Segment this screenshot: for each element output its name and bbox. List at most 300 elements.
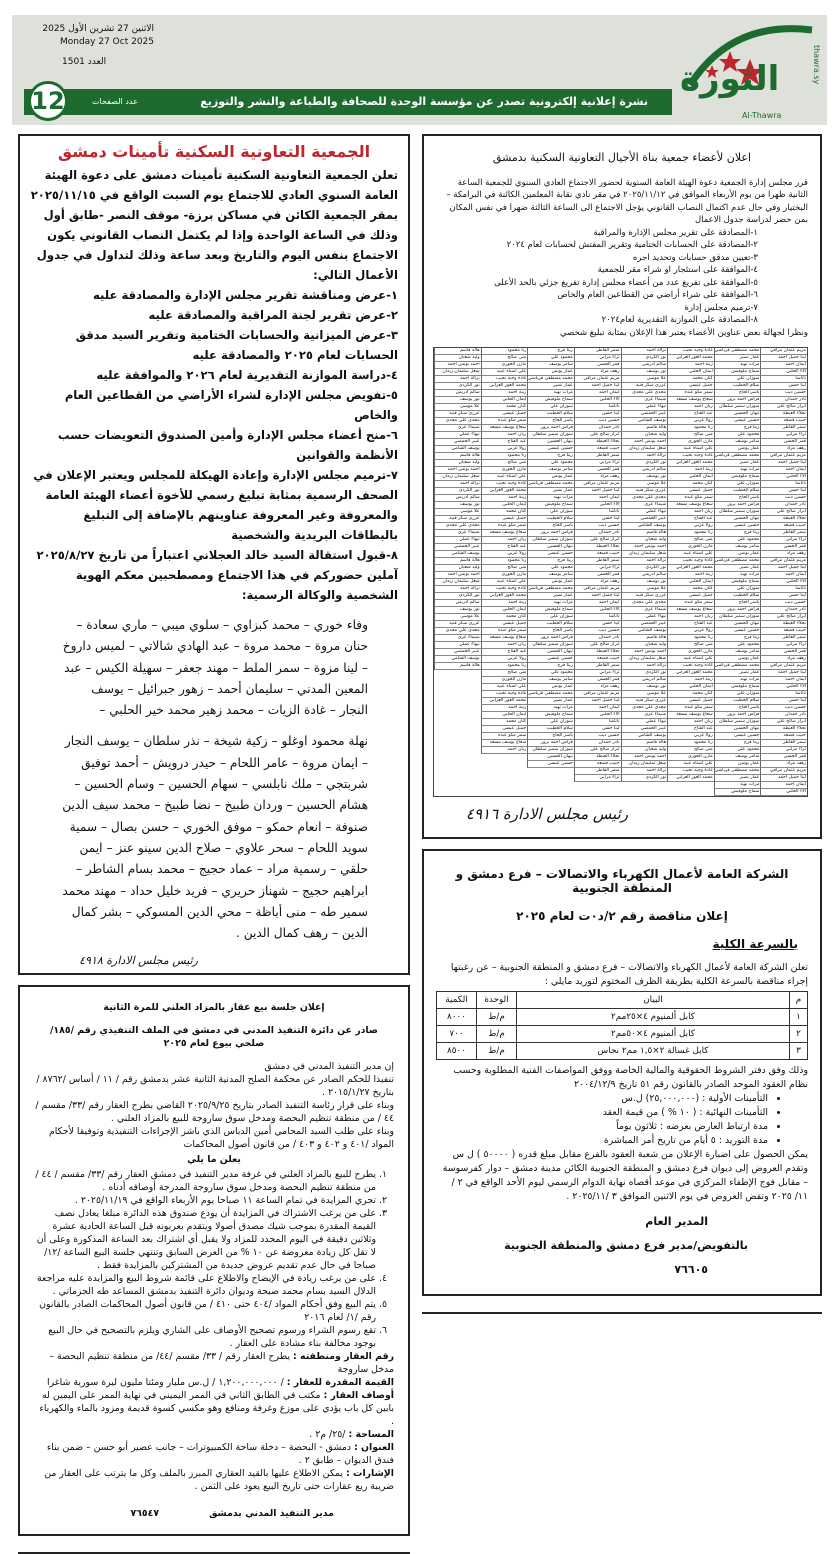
member-name-cell: مريم عثمان مراقي [574, 586, 621, 593]
member-name-cell: نور يوسف [621, 579, 668, 586]
member-name-cell: منى صالح [667, 642, 714, 649]
member-name-cell: ناتاشا [760, 376, 807, 383]
member-name-cell: ثراء مرابي [574, 565, 621, 572]
member-name-cell: رنا محمود [667, 740, 714, 747]
member-name-cell: نبهان الحسين [527, 754, 574, 761]
member-name-cell: سمر القاطر [760, 530, 807, 537]
member-name-cell: منى صالح [667, 537, 714, 544]
signature: رئيس مجلس الادارة ٤٩١٨ [79, 954, 198, 968]
member-name-cell: لينا حسن [574, 516, 621, 523]
member-name-cell: جميل عيسى [667, 488, 714, 495]
member-name-cell: سعاع يوسف مسعد [667, 712, 714, 719]
member-name-cell: سوزان علي [527, 509, 574, 516]
col-header: الوحدة [477, 992, 517, 1009]
empty-cell [434, 754, 481, 761]
ad-title: إعلان جلسة بيع عقار بالمزاد العلني للمرة الثانية [103, 1002, 325, 1014]
member-name-cell: نور يوسف [621, 369, 668, 376]
member-name-cell: محمد الغور العرابي [667, 355, 714, 362]
member-name-cell: زينة أحمد [481, 495, 528, 502]
member-name-cell: عمار نصير [714, 565, 761, 572]
member-name-cell: عزري سكر فنيه [621, 383, 668, 390]
member-name-cell: نزالة احمد [621, 768, 668, 775]
member-name-cell: نادر حمدان [574, 635, 621, 642]
member-name-cell: محمد مصطفى قرباشي [714, 768, 760, 773]
member-name-cell: لينا جميل أحمد [574, 383, 621, 390]
member-name-cell: فراس أحمد برور [527, 530, 574, 537]
member-name-cell: ناتاشا [760, 586, 807, 593]
member-name-cell: نادر حمدان [760, 607, 807, 614]
member-name-cell: سماح ملوفيش [714, 579, 761, 586]
member-name-cell: مازن الخوري [481, 467, 528, 474]
member-name-cell: سعاع يوسف مسعد [481, 740, 528, 747]
member-name-cell: علا موسى [434, 614, 481, 621]
member-name-cell: سوزان علي [527, 614, 574, 621]
ad-banat-al-ajyal [422, 134, 822, 839]
member-name-cell: سامر يوسف [527, 467, 574, 474]
member-name-cell: آلاء الحلبي [760, 684, 807, 691]
member-name-cell: نجلاء العيطة [574, 754, 621, 761]
tagline-bar [24, 89, 672, 115]
member-name-cell: حبيب قصعه [760, 733, 807, 740]
member-name-cell: قمر الحسن [574, 362, 621, 369]
member-name-cell: مجدي علي مجدي [434, 628, 481, 635]
empty-cell [434, 761, 481, 768]
member-name-cell: ناتاشا [574, 614, 621, 621]
empty-cell [481, 761, 528, 768]
member-name-cell: مازن الخوري [481, 677, 528, 684]
member-name-cell: عمار يونس [527, 579, 574, 586]
member-name-cell: فراس أحمد برور [527, 425, 574, 432]
member-name-cell: نور الكردي [434, 488, 481, 495]
member-name-cell: ثراء مرابي [760, 432, 807, 439]
member-name-cell: عمار يونس [714, 656, 761, 663]
empty-cell [434, 670, 481, 677]
empty-cell [481, 789, 528, 796]
member-name-cell: نادر حمدان [574, 530, 621, 537]
table-cell: ٨٥٠٠ [437, 1043, 477, 1060]
member-name-cell: ايمان الحلبي [481, 712, 528, 719]
member-name-cell: عبد الفتاح [481, 439, 528, 446]
member-name-cell: مجدي علي مجدي [434, 418, 481, 425]
member-name-cell: سعاع يوسف مسعد [667, 397, 714, 404]
member-name-cell: غادة وجيه نحيب [481, 586, 528, 593]
member-name-cell: لينا جميل أحمد [574, 593, 621, 600]
supply-table [436, 991, 808, 1060]
member-name-cell: رنا محمود [481, 453, 528, 460]
member-name-cell: نيهاء عملي [621, 614, 668, 621]
member-name-cell: كنان محمد [667, 481, 714, 488]
table-row [437, 1009, 808, 1026]
member-name-cell: عمار يونس [527, 684, 574, 691]
member-name-cell: سلام الخطيب [714, 383, 761, 390]
member-name-cell: وليد شعبان [434, 565, 481, 572]
empty-cell [434, 677, 481, 684]
member-name-cell: نجلاء العيطة [760, 621, 807, 628]
member-name-cell: ريان أحمد [667, 719, 714, 726]
field-label: المساحة : [348, 1429, 394, 1441]
member-name-cell: حسين عيسى [527, 761, 574, 768]
member-name-cell: نور يوسف [434, 502, 481, 509]
member-name-cell: حبيب قصعه [760, 628, 807, 635]
member-name-cell: حسين ديب [574, 733, 621, 740]
member-name-cell: ايمان الحلبي [481, 607, 528, 614]
member-name-cell: محمد مصطفى قرباشي [528, 586, 573, 591]
field-label: القيمة المقدرة للعقار : [286, 1377, 394, 1389]
member-name-cell: مازن الخوري [667, 649, 714, 656]
signer: المدير العام [645, 1215, 708, 1228]
field-value: /٢٥/ م٢ . [309, 1429, 346, 1441]
agenda-item: ٣-تعيين مدقق حسابات وتحديد اجره [632, 252, 758, 263]
member-name-cell: ثراء مرابي [574, 460, 621, 467]
member-name-cell: نزالة احمد [621, 348, 668, 355]
member-name-cell: ايمان الحلبي [667, 369, 714, 376]
member-name-cell: سامر يوسف [527, 677, 574, 684]
member-name-cell: عبير الحمصي [434, 439, 481, 446]
member-name-cell: سمر مكو عبده [667, 600, 714, 607]
ad-auction [18, 985, 410, 1536]
member-name-cell: رهف مراد [760, 761, 807, 768]
member-name-cell: نجلاء العيطة [574, 439, 621, 446]
member-name-cell: نور يوسف [434, 397, 481, 404]
member-name-cell: محمود علي [714, 642, 761, 649]
member-name-cell: ياسر الحاج [714, 600, 761, 607]
member-name-cell: عمار يونس [714, 761, 761, 768]
member-name-cell: نيهاء عملي [434, 642, 481, 649]
member-name-cell: رولا عربي [667, 418, 714, 425]
member-name-cell: ريتا فرج [714, 530, 761, 537]
member-name-cell: أحمد يونس أحمد [434, 572, 481, 579]
member-name-cell: شيماء عزي [621, 502, 668, 509]
member-name-cell: رهف مراد [760, 446, 807, 453]
field-value: يطرح العقار رقم / ٣٣/ مقسم /٤٤/ من منطقة تنظيم البحصة – مدخل ساروجة [49, 1351, 394, 1376]
auction-term: 1. يطرح للبيع بالمزاد العلني في غرفة مدير التنفيذ في دمشق العقار رقم /٣٣/ مقسم / ٤٤ / من منطقة تنظيم البحصة ومدخل سوق ساروجة المدرجة أوصافه أدناه . [34, 1168, 376, 1194]
member-name-cell: ايمان الحلبي [667, 684, 714, 691]
empty-cell [481, 775, 528, 782]
auction-term: 6. تقع رسوم الشراء ورسوم تصحيح الأوصاف على الشاري ويلزم بالتصحيح في حال البيع بوجود مخالفة بناء مشادة على العقار . [34, 1324, 376, 1350]
member-name-cell: أحمد يونس أحمد [621, 544, 668, 551]
member-name-cell: محمد مصطفى قرباشي [528, 691, 573, 696]
member-name-cell: محمد الغور العرابي [481, 593, 528, 600]
agenda-item: ٤-الموافقة على استئجار او شراء مقر للجمعية [597, 265, 758, 275]
member-name-cell: ريان أحمد [481, 642, 528, 649]
member-name-cell: محمود علي [527, 355, 574, 362]
member-name-cell: حسين عيسى [527, 551, 574, 558]
member-name-cell: آلاء الحلبي [574, 397, 621, 404]
member-name-cell: سالم ادريس [621, 362, 668, 369]
member-name-cell: نور يوسف [434, 607, 481, 614]
member-name-cell: علا موسى [621, 376, 668, 383]
agenda-item: ١-عرض ومناقشة تقرير مجلس الإدارة والمصادقة عليه [93, 288, 398, 302]
member-name-cell: سوزان سمير سلطان [714, 614, 761, 621]
member-name-cell: نجلاء العيطة [574, 544, 621, 551]
member-name-cell: حسين عيسى [714, 628, 761, 635]
member-name-cell: سمر القاطر [574, 663, 621, 670]
paragraph: إن مدير التنفيذ المدني في دمشق [264, 1061, 394, 1073]
field-value: مكتب في الطابق الثاني في الممر اليميني في نهاية الممر على اليمين له بابين كل باب يؤدي على موزع وغرفة ومنافع وهو مكسي كسوة قديمة ومزود بالماء والكهرباء . [39, 1390, 394, 1428]
member-name-cell: ياسر الحاج [527, 628, 574, 635]
member-name-cell: ريتا فرج [714, 635, 761, 642]
member-name-cell: كنان محمد [481, 614, 528, 621]
member-name-cell: يوسف الشامي [434, 551, 481, 558]
member-name-cell: شيماء عزي [621, 397, 668, 404]
member-name-cell: لينا جميل أحمد [574, 698, 621, 705]
member-name-cell: آلاء الحلبي [574, 502, 621, 509]
member-name-cell: سالم ادريس [621, 677, 668, 684]
member-name-cell: سمر القاطر [574, 453, 621, 460]
field-label: العنوان : [354, 1442, 394, 1454]
member-name-cell: نور الكردي [621, 670, 668, 677]
member-name-cell: نبهان الحسين [527, 649, 574, 656]
member-name-cell: رنا محمود [481, 348, 528, 355]
table-cell: م/ط [477, 1009, 517, 1026]
member-name-cell: يوسف الشامي [621, 418, 668, 425]
member-name-cell: لينا جميل أحمد [760, 670, 807, 677]
names-group-1: وفاء خوري – محمد كبزاوي – سلوي ميبي – ماري سعادة – حنان مروة – محمد مروة – عبد الهادي شالاتي – لميس داروخ – لينا مزوة – سمر الملط – مهند جعفر – سهيلة الكيس – عبد المعين المدني – سليمان أحمد – زهور جبرائيل – يوسف النجار – غادة الزيات – محمد زهير محمد خير الحلبي – [62, 618, 368, 718]
member-name-cell: عبير الحمصي [434, 649, 481, 656]
paragraph: وبناء على قرار رئاسة التنفيذ الصادر بتاريخ ٢٠٢٥/٩/٢٥ القاضي بطرح العقار رقم /٣٣/ مقسم / ٤٤ / من منطقة تنظيم البحصة ومدخل سوق ساروجة للبيع بالمزاد العلني . [35, 1100, 394, 1125]
tender-condition: • مدة ارتباط العارض بعرضه : ثلاثون يوماً [436, 1120, 768, 1134]
member-name-cell: نبهان الحسين [714, 411, 761, 418]
member-name-cell: سامر يوسف [714, 649, 761, 656]
member-name-cell: شغل سليمان زيدان [434, 474, 481, 481]
member-name-cell: سمر القاطر [574, 558, 621, 565]
ad-taminat-damascus [18, 134, 410, 975]
member-name-cell: مرات نهيد [714, 467, 761, 474]
member-name-cell: رهف مراد [574, 369, 621, 376]
empty-cell [574, 789, 621, 796]
member-name-cell: سمر القاطر [574, 348, 621, 355]
empty-cell [527, 782, 574, 789]
member-name-cell: مازن الخوري [481, 362, 528, 369]
member-name-cell: رولا عربي [481, 551, 528, 558]
member-name-cell: ثراء مرابي [760, 537, 807, 544]
member-name-cell: ثراء مرابي [574, 355, 621, 362]
member-name-cell: ريتا فرج [527, 558, 574, 565]
member-name-cell: علي أشناه عبيد [481, 684, 528, 691]
member-name-cell: شيماء عزي [621, 712, 668, 719]
member-name-cell: ايمان الحلبي [481, 397, 528, 404]
member-name-cell: ايمان احمد [574, 390, 621, 397]
member-name-cell: عمار يونس [527, 474, 574, 481]
member-name-cell: شيماء عزي [434, 530, 481, 537]
field-label: الإشارات : [346, 1468, 394, 1480]
tagline: نشرة إعلانية إلكترونية تصدر عن مؤسسة الوحدة للصحافة والطباعة والنشر والتوزيع [200, 95, 648, 108]
member-name-cell: جميل عيسى [667, 593, 714, 600]
member-name-cell: محمد الغور العرابي [667, 775, 714, 782]
col-header: الكمية [437, 992, 477, 1009]
member-name-cell: حسين ديب [574, 628, 621, 635]
field-label: رقم العقار ومنطقته : [293, 1351, 394, 1363]
member-name-cell: سماح ملوفيش [714, 684, 761, 691]
member-name-cell: عبير الحمصي [621, 621, 668, 628]
member-name-cell: سمر مكو عبده [481, 418, 528, 425]
member-name-cell: لينا حسن [760, 488, 807, 495]
agenda-item: ٦-منح أعضاء مجلس الإدارة وأمين الصندوق التعويضات حسب الأنظمة والقوانين [57, 428, 398, 462]
issue-number: العدد 1501 [62, 57, 107, 67]
empty-cell [527, 775, 574, 782]
empty-cell [481, 782, 528, 789]
member-name-cell: مجدي علي مجدي [621, 705, 668, 712]
member-name-cell: شيماء عزي [434, 425, 481, 432]
member-name-cell: حبيب قصعه [760, 418, 807, 425]
member-name-cell: فراس أحمد برور [714, 502, 761, 509]
member-name-cell: آلاء الحلبي [760, 369, 807, 376]
member-name-cell: سمر مكو عبده [481, 523, 528, 530]
member-name-cell: لينا حسن [574, 726, 621, 733]
member-name-cell: ابراز صالح علي [574, 747, 621, 754]
member-name-cell: نور الكردي [621, 775, 668, 782]
member-name-cell: سوزان سمير سلطان [527, 537, 574, 544]
member-name-cell: يوسف الشامي [621, 628, 668, 635]
agenda-item: ١-المصادقة على تقرير مجلس الإدارة والمراقبة [593, 227, 758, 238]
ad-title: الجمعية التعاونية السكنية تأمينات دمشق [57, 142, 371, 161]
table-cell: ٣ [790, 1043, 808, 1060]
member-name-cell: ابراز صالح علي [760, 404, 807, 411]
member-name-cell: مريم عثمان مراقي [760, 663, 807, 670]
member-name-cell: ايمان احمد [574, 705, 621, 712]
auction-term: 5. يتم البيع وفق أحكام المواد /٤٠٤ حتى ٤١٠ / من قانون أصول المحاكمات الصادر بالقانون رقم /١/ لعام ٢٠١٦ [34, 1298, 376, 1324]
member-name-cell: حبيب قصعه [760, 523, 807, 530]
member-name-cell: عبير الحمصي [621, 726, 668, 733]
member-name-cell: حسين ديب [760, 705, 807, 712]
member-name-cell: سوزان سمير سلطان [527, 747, 574, 754]
auction-term: 4. على من يرغب زيادة في الإيضاح والاطلاع على قائمة شروط البيع والمزايدة عليه مراجعة الدلال السيد بسام محمد صبحة وديوان دائرة التنفيذ بدمشق المساعد طه الجزماتي . [34, 1272, 376, 1298]
member-name-cell: جميل عيسى [667, 383, 714, 390]
member-name-cell: عبير الحمصي [621, 411, 668, 418]
member-name-cell: نيهاء عملي [621, 719, 668, 726]
agenda-item: ٢-المصادقة على الحسابات الختامية وتقرير المفتش لحسابات لعام ٢٠٢٤ [506, 240, 758, 250]
member-name-cell: سوزان علي [714, 376, 761, 383]
empty-cell [434, 782, 481, 789]
member-name-cell: وليد شعبان [621, 432, 668, 439]
member-name-cell: مرات نهيد [527, 600, 574, 607]
member-name-cell: مرات نهيد [527, 705, 574, 712]
member-name-cell: ايمان احمد [574, 495, 621, 502]
agenda-item: ٨-المصادقة على الموازنة التقديرية لعام٢٠٢٤ [601, 315, 758, 325]
member-name-cell: ابراز صالح علي [574, 432, 621, 439]
member-name-cell: محمد مصطفى قرباشي [714, 663, 760, 668]
member-name-cell: سماح ملوفيش [714, 474, 761, 481]
member-name-cell: رولا عربي [667, 523, 714, 530]
member-name-cell: غادة وجيه نحيب [481, 481, 528, 488]
member-name-cell: نزالة احمد [621, 558, 668, 565]
member-name-cell: كنان محمد [481, 719, 528, 726]
member-name-cell: لينا جميل أحمد [760, 775, 807, 782]
logo-wordmark: الثورة [680, 59, 780, 99]
member-name-cell: علا موسى [434, 404, 481, 411]
member-name-cell: سوزان علي [527, 404, 574, 411]
member-name-cell: نزالة احمد [434, 586, 481, 593]
empty-cell [434, 684, 481, 691]
ad-intro: تعلن الجمعية التعاونية السكنية تأمينات دمشق على دعوة الهيئة العامة السنوي العادي للاجتماع يوم السبت الواقع في ٢٠٢٥/١١/١٥ بمقر الجمعية الكائن في مساكن برزة- موقف النصر -طابق أول وذلك في الساعة الواحدة وإذا لم يكتمل النصاب القانوني يكون الاجتماع بنفس اليوم والتاريخ وبعد ساعة وذلك لتداول في جدول الأعمال التالي: [30, 168, 398, 282]
empty-cell [434, 740, 481, 747]
page-count-badge: 12 [28, 81, 68, 121]
date-english: Monday 27 Oct 2025 [59, 37, 154, 47]
member-name-cell: سامر يوسف [714, 439, 761, 446]
member-name-cell: سالم ادريس [621, 467, 668, 474]
member-name-cell: آلاء الحلبي [760, 579, 807, 586]
member-name-cell: سلام الخطيب [527, 411, 574, 418]
member-name-cell: هالة قاسم [621, 425, 668, 432]
member-name-cell: هالة قاسم [434, 558, 481, 565]
tender-condition: • التأمينات النهائية : ( ١٠ % ) من قيمة العقد [436, 1106, 768, 1120]
member-name-cell: عمار نصير [527, 383, 574, 390]
member-name-cell: نزالة احمد [434, 376, 481, 383]
member-name-cell: نبهان الحسين [527, 439, 574, 446]
member-name-cell: غادة وجيه نحيب [481, 691, 528, 698]
member-name-cell: ناتاشا [574, 719, 621, 726]
member-name-cell: وليد شعبان [621, 537, 668, 544]
agenda-item: ٥-تفويض مجلس الإدارة لشراء الأراضي من القطاعين العام والخاص [64, 388, 398, 422]
member-name-cell: قمر الحسن [574, 467, 621, 474]
member-name-cell: سلام الخطيب [527, 726, 574, 733]
members-table [433, 347, 808, 797]
left-column [18, 134, 410, 1554]
member-name-cell: ريتا فرج [527, 348, 574, 355]
member-name-cell: نبهان الحسين [714, 621, 761, 628]
ad-subtitle: صادر عن دائرة التنفيذ المدني في دمشق في الملف التنفيذي رقم /١٨٥/ صلحي بيوع لعام ٢٠٢٥ [49, 1025, 378, 1050]
ad-intro: قرر مجلس إدارة الجمعية دعوة الهيئة العامة السنوية لحضور الاجتماع العادي السنوي للجمعية الساعة الثانية ظهرا من يوم الأربعاء الموافق في ٢٠٢٥/١١/١٢ في مقر نادي نقابة المعلمين الكائنة في البرامكة –البختيار وفي حال عدم اكتمال النصاب القانوني يؤجل الاجتماع الى الساعة الثالثة ضهرا في نفس المكان بمن حضر لدراسة جدول الاعمال [446, 177, 808, 225]
member-name-cell: محمود علي [527, 460, 574, 467]
member-name-cell: مازن الخوري [667, 754, 714, 761]
member-name-cell: فراس أحمد برور [714, 397, 761, 404]
member-name-cell: سعاع يوسف مسعد [481, 425, 528, 432]
agenda-item: ٧-ترميم مجلس الإدارة وإعادة الهيكلة للمجلس ويعتبر الإعلان في الصحف الرسمية بمثابة تبليغ رسمي للأخوة أعضاء الهيئة العامة والمعروفة وغير المعروفة عناوينهم بالإضافة إلى التبليغ بالبطاقات البريدية والشخصية [33, 468, 398, 542]
member-name-cell: رولا عربي [481, 446, 528, 453]
member-name-cell: حسين عيسى [714, 418, 761, 425]
member-name-cell: مريم عثمان مراقي [760, 348, 807, 355]
member-name-cell: منى صالح [481, 460, 528, 467]
member-name-cell: سوزان سمير سلطان [714, 719, 761, 726]
member-name-cell: عمار يونس [714, 551, 761, 558]
member-name-cell: نجلاء العيطة [574, 649, 621, 656]
member-name-cell: جميل عيسى [481, 621, 528, 628]
member-name-cell: نور يوسف [621, 474, 668, 481]
member-name-cell: محمد الغور العرابي [481, 488, 528, 495]
member-name-cell: حسين عيسى [714, 523, 761, 530]
member-name-cell: نجلاء العيطة [760, 411, 807, 418]
member-name-cell: نور الكردي [621, 460, 668, 467]
field-value: / ١,٢٠٠,٠٠٠,٠٠٠ / ل.س مليار ومئتا مليون ليرة سورية شاغرا [46, 1377, 284, 1389]
member-name-cell: ايمان احمد [760, 362, 807, 369]
member-name-cell: أحمد يونس أحمد [621, 754, 668, 761]
member-name-cell: عزري سكر فنيه [434, 516, 481, 523]
member-name-cell: فراس أحمد برور [527, 635, 574, 642]
member-name-cell: رنا محمود [481, 663, 528, 670]
member-name-cell: مرات نهيد [714, 572, 761, 579]
member-name-cell: عبير الحمصي [621, 516, 668, 523]
member-name-cell: منى صالح [481, 565, 528, 572]
property-field [34, 1428, 394, 1441]
member-name-cell: مازن الخوري [667, 439, 714, 446]
member-name-cell: سامر يوسف [527, 362, 574, 369]
table-cell: ٧٠٠ [437, 1026, 477, 1043]
member-name-cell: لينا جميل أحمد [574, 488, 621, 495]
member-name-cell: سماح ملوفيش [527, 397, 574, 404]
member-name-cell: لينا حسن [760, 593, 807, 600]
member-name-cell: مريم عثمان مراقي [574, 376, 621, 383]
member-name-cell: مرات نهيد [714, 362, 761, 369]
member-name-cell: سمر مكو عبده [667, 390, 714, 397]
member-name-cell: مرات نهيد [527, 390, 574, 397]
member-name-cell: غادة وجيه نحيب [667, 768, 714, 775]
member-name-cell: ايمان احمد [760, 467, 807, 474]
member-name-cell: سوزان سمير سلطان [714, 509, 761, 516]
member-name-cell: زينة أحمد [667, 362, 714, 369]
signer-delegate: بالتفويض/مدير فرع دمشق والمنطقة الجنوبية [504, 1239, 748, 1252]
member-name-cell: فراس أحمد برور [714, 607, 761, 614]
member-name-cell: سماح ملوفيش [527, 502, 574, 509]
